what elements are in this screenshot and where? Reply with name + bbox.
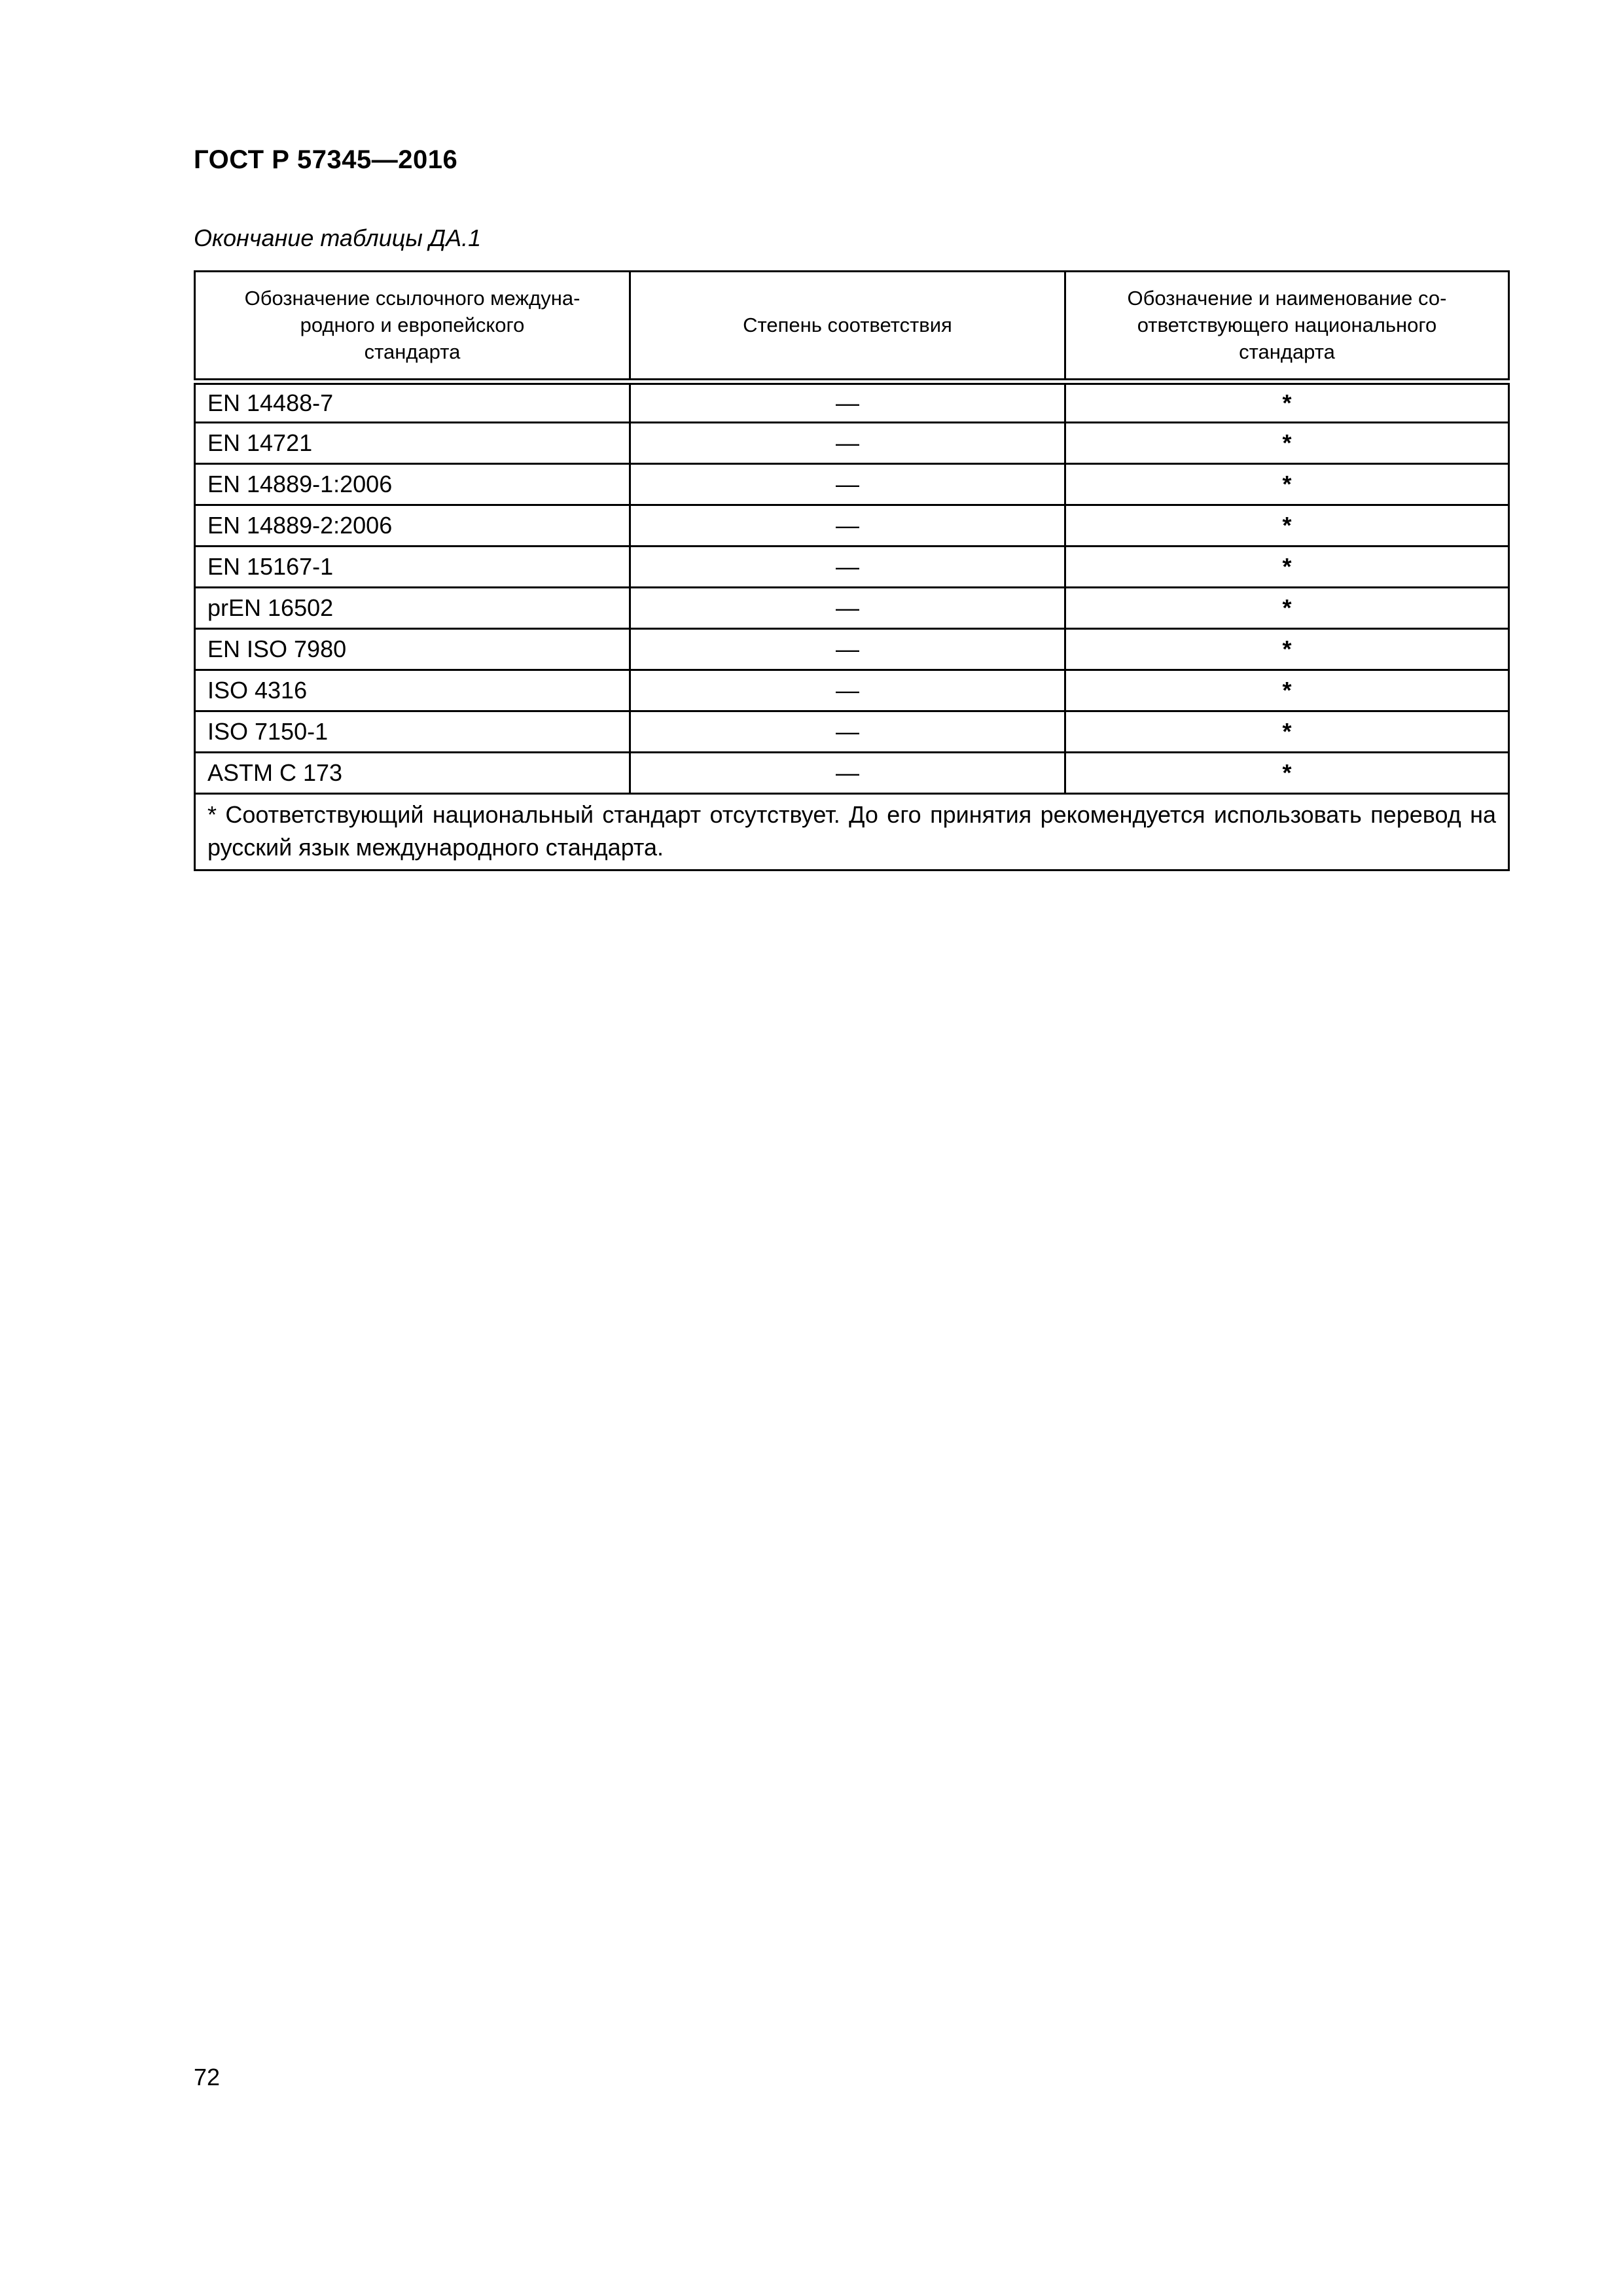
degree-cell: — xyxy=(630,711,1065,753)
degree-cell: — xyxy=(630,670,1065,711)
degree-cell: — xyxy=(630,464,1065,505)
degree-cell: — xyxy=(630,382,1065,423)
column-header-degree: Степень соответствия xyxy=(630,272,1065,382)
table-row xyxy=(195,670,1509,711)
table-row xyxy=(195,382,1509,423)
reference-cell: ISO 7150-1 xyxy=(195,711,630,753)
reference-cell: EN 15167-1 xyxy=(195,547,630,588)
table-row xyxy=(195,464,1509,505)
reference-cell: ISO 4316 xyxy=(195,670,630,711)
degree-cell: — xyxy=(630,588,1065,629)
national-standard-cell: * xyxy=(1065,670,1509,711)
page-number: 72 xyxy=(194,2064,221,2090)
table-header-row xyxy=(195,272,1509,382)
document-header: ГОСТ Р 57345—2016 xyxy=(194,145,458,174)
national-standard-cell: * xyxy=(1065,753,1509,794)
table-footnote: * Соответствующий национальный стандарт отсутствует. До его принятия рекомендуется использовать перевод на русский язык международного стандарта. xyxy=(195,794,1509,870)
national-standard-cell: * xyxy=(1065,382,1509,423)
column-header-national: Обозначение и наименование со- ответствующего национального стандарта xyxy=(1065,272,1509,382)
reference-standards-table xyxy=(194,270,1510,871)
table-footnote-row xyxy=(195,794,1509,870)
degree-cell: — xyxy=(630,629,1065,670)
national-standard-cell: * xyxy=(1065,547,1509,588)
table-row xyxy=(195,588,1509,629)
national-standard-cell: * xyxy=(1065,423,1509,464)
national-standard-cell: * xyxy=(1065,464,1509,505)
reference-cell: EN 14889-2:2006 xyxy=(195,505,630,547)
national-standard-cell: * xyxy=(1065,505,1509,547)
reference-cell: EN 14721 xyxy=(195,423,630,464)
table-row xyxy=(195,423,1509,464)
degree-cell: — xyxy=(630,547,1065,588)
reference-cell: prEN 16502 xyxy=(195,588,630,629)
column-header-reference: Обозначение ссылочного междуна- родного и европейского стандарта xyxy=(195,272,630,382)
reference-table-container xyxy=(194,270,1508,871)
table-row xyxy=(195,711,1509,753)
national-standard-cell: * xyxy=(1065,711,1509,753)
table-row xyxy=(195,629,1509,670)
reference-cell: EN ISO 7980 xyxy=(195,629,630,670)
table-row xyxy=(195,547,1509,588)
degree-cell: — xyxy=(630,423,1065,464)
reference-cell: EN 14488-7 xyxy=(195,382,630,423)
degree-cell: — xyxy=(630,505,1065,547)
table-row xyxy=(195,753,1509,794)
degree-cell: — xyxy=(630,753,1065,794)
national-standard-cell: * xyxy=(1065,588,1509,629)
reference-cell: EN 14889-1:2006 xyxy=(195,464,630,505)
table-row xyxy=(195,505,1509,547)
table-caption: Окончание таблицы ДА.1 xyxy=(194,224,482,251)
reference-cell: ASTM C 173 xyxy=(195,753,630,794)
national-standard-cell: * xyxy=(1065,629,1509,670)
